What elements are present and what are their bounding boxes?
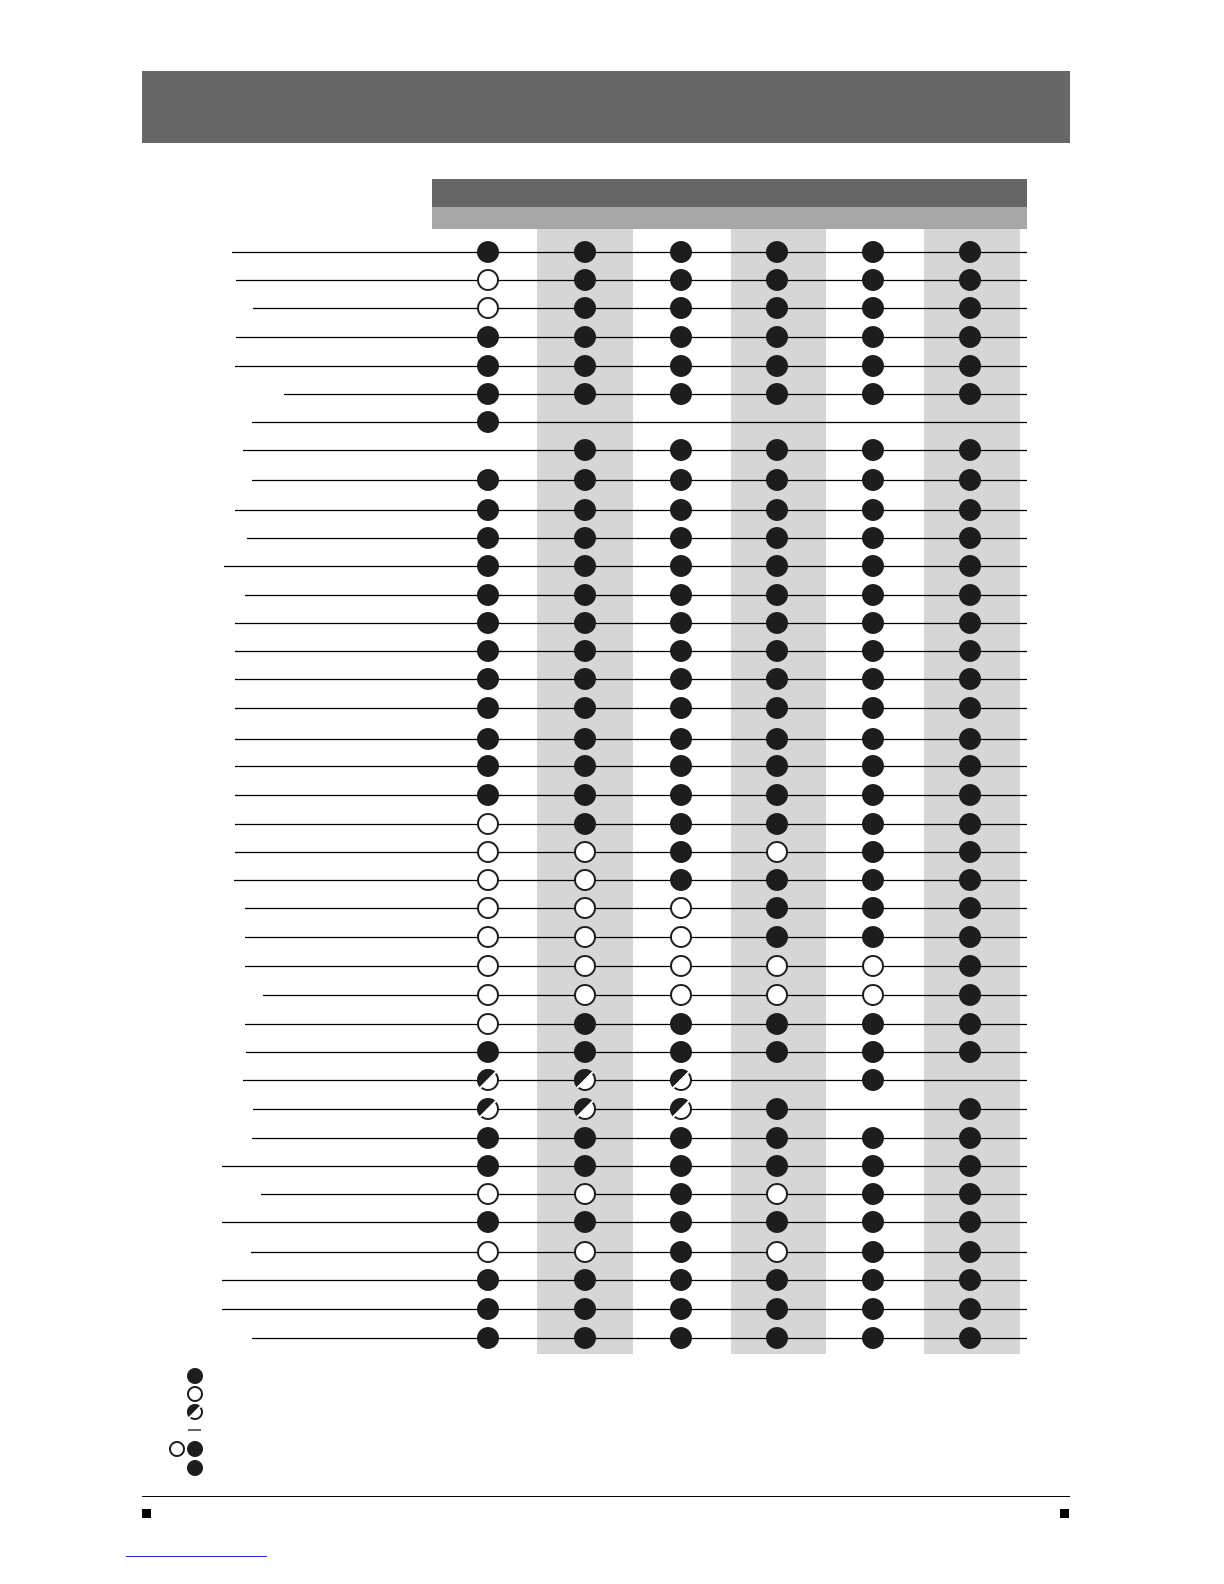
matrix-row bbox=[236, 269, 1027, 291]
matrix-dot bbox=[574, 1041, 596, 1063]
matrix-dot bbox=[862, 697, 884, 719]
matrix-row bbox=[235, 640, 1027, 662]
matrix-dot bbox=[862, 640, 884, 662]
matrix-dot bbox=[862, 813, 884, 835]
matrix-dot bbox=[670, 241, 692, 263]
matrix-dot bbox=[959, 1241, 981, 1263]
matrix-dot bbox=[574, 1069, 595, 1090]
matrix-row bbox=[234, 869, 1027, 891]
matrix-dot bbox=[766, 1127, 788, 1149]
matrix-dot bbox=[862, 555, 884, 577]
matrix-dot bbox=[766, 269, 788, 291]
matrix-dot bbox=[862, 1183, 884, 1205]
matrix-dot bbox=[862, 326, 884, 348]
matrix-dot bbox=[477, 1098, 498, 1119]
matrix-dot bbox=[670, 383, 692, 405]
matrix-dot bbox=[670, 1155, 692, 1177]
matrix-dot bbox=[574, 269, 596, 291]
matrix-dot bbox=[670, 1269, 692, 1291]
legend-filled-dot-icon bbox=[187, 1441, 203, 1457]
matrix-dot bbox=[670, 269, 692, 291]
matrix-dot bbox=[574, 555, 596, 577]
matrix-dot bbox=[959, 697, 981, 719]
matrix-dot bbox=[478, 870, 498, 890]
legend-open-dot-icon bbox=[170, 1442, 184, 1456]
matrix-dot bbox=[671, 985, 691, 1005]
matrix-dot bbox=[670, 499, 692, 521]
footer-mark-right bbox=[1060, 1509, 1069, 1518]
matrix-dot bbox=[575, 927, 595, 947]
matrix-row bbox=[235, 784, 1027, 806]
footer-rule bbox=[142, 1496, 1070, 1497]
matrix-dot bbox=[862, 469, 884, 491]
matrix-row bbox=[263, 984, 1027, 1006]
matrix-dot bbox=[766, 355, 788, 377]
matrix-dot bbox=[574, 1013, 596, 1035]
matrix-dot bbox=[670, 1127, 692, 1149]
matrix-dot bbox=[959, 755, 981, 777]
matrix-dot bbox=[959, 1013, 981, 1035]
legend bbox=[170, 1368, 203, 1476]
matrix-dot bbox=[574, 668, 596, 690]
matrix-dot bbox=[574, 1269, 596, 1291]
matrix-dot bbox=[670, 584, 692, 606]
matrix-dot bbox=[959, 269, 981, 291]
matrix-dot bbox=[670, 728, 692, 750]
matrix-dot bbox=[766, 1155, 788, 1177]
matrix-dot bbox=[670, 555, 692, 577]
matrix-row bbox=[222, 1155, 1027, 1177]
matrix-dot bbox=[574, 527, 596, 549]
matrix-dot bbox=[574, 813, 596, 835]
matrix-dot bbox=[574, 1155, 596, 1177]
matrix-dot bbox=[766, 668, 788, 690]
matrix-dot bbox=[862, 897, 884, 919]
matrix-row bbox=[252, 411, 1027, 433]
matrix-row bbox=[261, 1183, 1027, 1205]
matrix-row bbox=[245, 955, 1027, 977]
matrix-dot bbox=[575, 956, 595, 976]
matrix-dot bbox=[766, 1098, 788, 1120]
matrix-dot bbox=[767, 956, 787, 976]
matrix-dot bbox=[959, 1127, 981, 1149]
matrix-dot bbox=[574, 439, 596, 461]
matrix-dot bbox=[862, 383, 884, 405]
matrix-dot bbox=[575, 898, 595, 918]
matrix-dot bbox=[477, 1041, 499, 1063]
matrix-dot bbox=[862, 1041, 884, 1063]
matrix-dot bbox=[574, 383, 596, 405]
matrix-dot bbox=[766, 1327, 788, 1349]
matrix-dot bbox=[766, 1211, 788, 1233]
matrix-dot bbox=[477, 697, 499, 719]
matrix-dot bbox=[670, 355, 692, 377]
matrix-dot bbox=[670, 439, 692, 461]
matrix-dot bbox=[670, 1069, 691, 1090]
matrix-row bbox=[252, 1127, 1027, 1149]
matrix-dot bbox=[574, 326, 596, 348]
matrix-dot bbox=[766, 784, 788, 806]
matrix-dot bbox=[671, 956, 691, 976]
matrix-dot bbox=[959, 728, 981, 750]
matrix-dot bbox=[671, 898, 691, 918]
matrix-dot bbox=[670, 326, 692, 348]
matrix-dot bbox=[574, 755, 596, 777]
matrix-dot bbox=[959, 527, 981, 549]
matrix-dot bbox=[478, 842, 498, 862]
matrix-dot bbox=[670, 612, 692, 634]
matrix-dot bbox=[862, 297, 884, 319]
matrix-dot bbox=[478, 1242, 498, 1262]
matrix-row bbox=[236, 326, 1027, 348]
matrix-dot bbox=[670, 1041, 692, 1063]
matrix-dot bbox=[959, 869, 981, 891]
matrix-row bbox=[235, 668, 1027, 690]
matrix-dot bbox=[477, 668, 499, 690]
matrix-dot bbox=[862, 1298, 884, 1320]
matrix-dot bbox=[766, 383, 788, 405]
matrix-dot bbox=[862, 728, 884, 750]
matrix-dot bbox=[766, 813, 788, 835]
matrix-dot bbox=[959, 1155, 981, 1177]
matrix-dot bbox=[959, 1183, 981, 1205]
matrix-dot bbox=[959, 984, 981, 1006]
matrix-dot bbox=[767, 1184, 787, 1204]
matrix-dot bbox=[766, 297, 788, 319]
matrix-dot bbox=[477, 1269, 499, 1291]
matrix-dot bbox=[862, 1069, 884, 1091]
legend-dot-icon bbox=[187, 1368, 203, 1384]
matrix-row bbox=[246, 1041, 1027, 1063]
link-underline[interactable] bbox=[126, 1556, 267, 1557]
matrix-row bbox=[247, 527, 1027, 549]
matrix-dot bbox=[478, 898, 498, 918]
matrix-dot bbox=[862, 269, 884, 291]
matrix-dot bbox=[959, 383, 981, 405]
matrix-dot bbox=[959, 612, 981, 634]
matrix-dot bbox=[670, 1298, 692, 1320]
matrix-dot bbox=[959, 897, 981, 919]
matrix-dot bbox=[671, 927, 691, 947]
matrix-dot bbox=[767, 842, 787, 862]
matrix-dot bbox=[477, 1155, 499, 1177]
matrix-dot bbox=[959, 640, 981, 662]
matrix-dot bbox=[959, 326, 981, 348]
matrix-row bbox=[284, 383, 1027, 405]
matrix-dot bbox=[670, 1183, 692, 1205]
legend-dot-icon bbox=[187, 1460, 203, 1476]
matrix-dot bbox=[478, 927, 498, 947]
matrix-row bbox=[251, 1241, 1027, 1263]
matrix-dot bbox=[959, 1327, 981, 1349]
matrix-dot bbox=[477, 1127, 499, 1149]
matrix-dot bbox=[478, 1184, 498, 1204]
matrix-dot bbox=[862, 784, 884, 806]
matrix-dot bbox=[862, 869, 884, 891]
matrix-dot bbox=[670, 841, 692, 863]
matrix-dot bbox=[670, 869, 692, 891]
matrix-dot bbox=[670, 527, 692, 549]
matrix-dot bbox=[766, 555, 788, 577]
matrix-dot bbox=[862, 668, 884, 690]
matrix-row bbox=[224, 555, 1027, 577]
matrix-dot bbox=[766, 499, 788, 521]
matrix-dot bbox=[862, 1327, 884, 1349]
matrix-dot bbox=[959, 1269, 981, 1291]
matrix-dot bbox=[766, 1298, 788, 1320]
legend-dot-icon bbox=[187, 1404, 202, 1419]
matrix-dot bbox=[959, 555, 981, 577]
matrix-dot bbox=[862, 241, 884, 263]
matrix-dot bbox=[574, 1211, 596, 1233]
matrix-row bbox=[232, 241, 1027, 263]
matrix-dot bbox=[766, 1041, 788, 1063]
matrix-dot bbox=[477, 1298, 499, 1320]
matrix-dot bbox=[862, 439, 884, 461]
matrix-dot bbox=[766, 584, 788, 606]
matrix-dot bbox=[574, 241, 596, 263]
matrix-row bbox=[243, 439, 1027, 461]
matrix-dot bbox=[477, 499, 499, 521]
matrix-row bbox=[235, 697, 1027, 719]
matrix-dot bbox=[862, 527, 884, 549]
matrix-dot bbox=[478, 270, 498, 290]
matrix-row bbox=[235, 813, 1027, 835]
matrix-dot bbox=[574, 1127, 596, 1149]
matrix-dot bbox=[766, 640, 788, 662]
matrix-dot bbox=[574, 469, 596, 491]
matrix-dot bbox=[767, 985, 787, 1005]
matrix-dot bbox=[478, 298, 498, 318]
matrix-dot bbox=[959, 584, 981, 606]
matrix-dot bbox=[959, 955, 981, 977]
matrix-dot bbox=[862, 1211, 884, 1233]
matrix-dot bbox=[766, 1013, 788, 1035]
matrix-row bbox=[222, 1298, 1027, 1320]
matrix-dot bbox=[862, 584, 884, 606]
matrix-dot bbox=[766, 439, 788, 461]
matrix-row bbox=[235, 841, 1027, 863]
matrix-dot bbox=[862, 1155, 884, 1177]
matrix-row bbox=[222, 1269, 1027, 1291]
matrix-dot bbox=[766, 869, 788, 891]
matrix-row bbox=[235, 612, 1027, 634]
matrix-dot bbox=[766, 897, 788, 919]
matrix-dot bbox=[862, 1241, 884, 1263]
matrix-row bbox=[252, 469, 1027, 491]
matrix-dot bbox=[478, 1014, 498, 1034]
matrix-dot bbox=[959, 1298, 981, 1320]
matrix-dot bbox=[574, 728, 596, 750]
matrix-dot bbox=[766, 469, 788, 491]
matrix-dot bbox=[766, 755, 788, 777]
matrix-dot bbox=[670, 1013, 692, 1035]
matrix-dot bbox=[477, 640, 499, 662]
matrix-row bbox=[235, 728, 1027, 750]
matrix-row bbox=[245, 1013, 1027, 1035]
matrix-dot bbox=[766, 612, 788, 634]
matrix-dot bbox=[862, 1269, 884, 1291]
matrix-dot bbox=[959, 355, 981, 377]
matrix-dot bbox=[766, 527, 788, 549]
matrix-dot bbox=[862, 1127, 884, 1149]
matrix-dot bbox=[670, 1098, 691, 1119]
matrix-dot bbox=[477, 728, 499, 750]
matrix-dot bbox=[575, 1242, 595, 1262]
matrix-dot bbox=[477, 1211, 499, 1233]
matrix-row bbox=[222, 1211, 1027, 1233]
matrix-dot bbox=[574, 612, 596, 634]
matrix-dot bbox=[766, 326, 788, 348]
matrix-dot bbox=[575, 1184, 595, 1204]
matrix-dot bbox=[766, 1269, 788, 1291]
matrix-dot bbox=[670, 469, 692, 491]
matrix-dot bbox=[959, 813, 981, 835]
matrix-dot bbox=[670, 1241, 692, 1263]
matrix-dot bbox=[862, 755, 884, 777]
matrix-row bbox=[245, 584, 1027, 606]
matrix-dot bbox=[670, 1211, 692, 1233]
matrix-dot bbox=[574, 1298, 596, 1320]
matrix-dot bbox=[766, 697, 788, 719]
matrix-dot bbox=[959, 297, 981, 319]
matrix-row bbox=[243, 1069, 1027, 1091]
matrix-dot bbox=[670, 784, 692, 806]
matrix-dot bbox=[862, 1013, 884, 1035]
matrix-dot bbox=[574, 499, 596, 521]
matrix-dot bbox=[574, 784, 596, 806]
matrix-dot bbox=[670, 668, 692, 690]
matrix-dot bbox=[574, 1327, 596, 1349]
matrix-dot bbox=[574, 584, 596, 606]
matrix-dot bbox=[477, 555, 499, 577]
matrix-dot bbox=[959, 784, 981, 806]
matrix-dot bbox=[862, 926, 884, 948]
legend-dot-icon bbox=[188, 1387, 202, 1401]
matrix-dot bbox=[670, 640, 692, 662]
matrix-dot bbox=[478, 985, 498, 1005]
matrix-dot bbox=[575, 870, 595, 890]
matrix-dot bbox=[959, 926, 981, 948]
matrix-dot bbox=[959, 499, 981, 521]
matrix-dot bbox=[477, 755, 499, 777]
matrix-row bbox=[253, 297, 1027, 319]
matrix-dot bbox=[477, 1327, 499, 1349]
matrix-dot bbox=[862, 355, 884, 377]
matrix-dot bbox=[477, 612, 499, 634]
matrix-dot bbox=[670, 755, 692, 777]
matrix-dot bbox=[670, 697, 692, 719]
matrix-dot bbox=[670, 1327, 692, 1349]
matrix-row bbox=[235, 355, 1027, 377]
matrix-dot bbox=[959, 1041, 981, 1063]
matrix-dot bbox=[477, 469, 499, 491]
matrix-row bbox=[252, 1327, 1027, 1349]
matrix-dot bbox=[574, 297, 596, 319]
matrix-dot bbox=[862, 841, 884, 863]
matrix-dot bbox=[767, 1242, 787, 1262]
matrix-dot bbox=[959, 841, 981, 863]
matrix-dot bbox=[670, 297, 692, 319]
matrix-dot bbox=[766, 728, 788, 750]
footer-mark-left bbox=[142, 1509, 151, 1518]
matrix-row bbox=[235, 755, 1027, 777]
matrix-row bbox=[253, 1098, 1027, 1120]
matrix-dot bbox=[959, 439, 981, 461]
matrix-row bbox=[245, 897, 1027, 919]
matrix-dot bbox=[959, 469, 981, 491]
matrix-dot bbox=[766, 241, 788, 263]
matrix-dot bbox=[477, 326, 499, 348]
matrix-dot bbox=[478, 814, 498, 834]
matrix-dot bbox=[959, 1211, 981, 1233]
matrix-dot bbox=[574, 355, 596, 377]
matrix-dot bbox=[574, 1098, 595, 1119]
matrix-dot bbox=[574, 640, 596, 662]
matrix-dot bbox=[575, 985, 595, 1005]
matrix-dot bbox=[477, 1069, 498, 1090]
matrix-dot bbox=[575, 842, 595, 862]
matrix-dot bbox=[574, 697, 596, 719]
matrix-dot bbox=[477, 584, 499, 606]
matrix-dot bbox=[959, 241, 981, 263]
matrix-dot bbox=[863, 985, 883, 1005]
matrix-row bbox=[245, 926, 1027, 948]
matrix-dot bbox=[477, 784, 499, 806]
matrix-dot bbox=[477, 355, 499, 377]
matrix-dot bbox=[477, 383, 499, 405]
matrix-dot bbox=[766, 926, 788, 948]
matrix-row bbox=[235, 499, 1027, 521]
matrix-dot bbox=[959, 1098, 981, 1120]
matrix-dot bbox=[477, 241, 499, 263]
matrix-dot bbox=[959, 668, 981, 690]
matrix-dot bbox=[478, 956, 498, 976]
matrix-dot bbox=[862, 612, 884, 634]
matrix-dot bbox=[477, 527, 499, 549]
matrix-dot bbox=[477, 411, 499, 433]
matrix-dot bbox=[863, 956, 883, 976]
matrix-dot bbox=[670, 813, 692, 835]
matrix-dot bbox=[862, 499, 884, 521]
